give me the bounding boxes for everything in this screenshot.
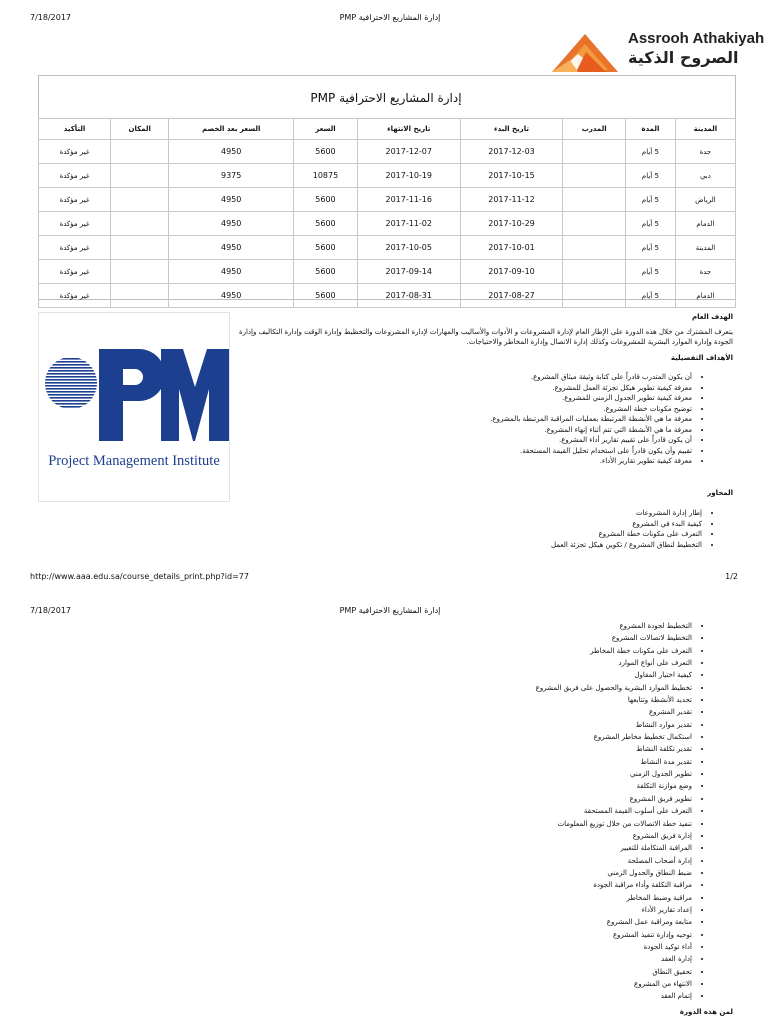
logo-name-ar: الصروح الذكية xyxy=(628,48,739,67)
col-start: تاريخ البدء xyxy=(460,119,563,140)
table-cell: 2017-10-01 xyxy=(460,236,563,260)
pmi-logo-image xyxy=(38,312,230,502)
table-cell: 2017-11-12 xyxy=(460,188,563,212)
col-trainer: المدرب xyxy=(563,119,626,140)
table-row xyxy=(39,284,736,308)
list-item: • كيفية اختيار المقاول xyxy=(536,669,692,681)
table-cell: 2017-12-07 xyxy=(357,140,460,164)
col-location: المكان xyxy=(111,119,169,140)
table-cell: 5600 xyxy=(294,236,358,260)
list-item: • أن يكون المتدرب قادراً على كتابة وثيقة ميثاق المشروع. xyxy=(490,372,692,383)
table-cell: غير مؤكدة xyxy=(39,164,111,188)
table-cell: جدة xyxy=(675,140,735,164)
col-city: المدينة xyxy=(675,119,735,140)
print-date-page2: 7/18/2017 xyxy=(30,606,72,615)
assrooh-logo-icon xyxy=(548,30,622,74)
table-cell: 5600 xyxy=(294,284,358,308)
list-item: • الانتهاء من المشروع xyxy=(536,978,692,990)
table-cell: 4950 xyxy=(169,188,294,212)
table-row xyxy=(39,212,736,236)
table-cell xyxy=(563,260,626,284)
footer-url: http://www.aaa.edu.sa/course_details_print.php?id=77 xyxy=(30,572,249,581)
list-item: • إتمام العقد xyxy=(536,990,692,1002)
table-cell: جدة xyxy=(675,260,735,284)
list-item: • توجيه وإدارة تنفيذ المشروع xyxy=(536,929,692,941)
table-cell: 5 أيام xyxy=(626,260,676,284)
table-cell: 2017-12-03 xyxy=(460,140,563,164)
table-cell xyxy=(563,140,626,164)
table-cell xyxy=(563,284,626,308)
axes-list xyxy=(551,508,716,550)
table-cell: 2017-08-27 xyxy=(460,284,563,308)
list-item: • توضيح مكونات خطة المشروع. xyxy=(490,404,692,415)
table-row xyxy=(39,236,736,260)
table-row xyxy=(39,188,736,212)
table-cell xyxy=(111,212,169,236)
list-item: • تقدير تكلفة النشاط xyxy=(536,743,692,755)
general-goal-heading: الهدف العام xyxy=(692,313,733,321)
list-item: • إدارة أصحاب المصلحة xyxy=(536,855,692,867)
table-cell: غير مؤكدة xyxy=(39,188,111,212)
table-cell xyxy=(563,212,626,236)
table-cell xyxy=(111,284,169,308)
list-item: • وضع موازنة التكلفة xyxy=(536,780,692,792)
table-cell: 2017-08-31 xyxy=(357,284,460,308)
list-item: • معرفة كيفية تطوير الجدول الزمني للمشروع. xyxy=(490,393,692,404)
list-item: • تقدير المشروع xyxy=(536,706,692,718)
list-item: • تخطيط الموارد البشرية والحصول على فريق المشروع xyxy=(536,682,692,694)
list-item: • تحقيق النطاق xyxy=(536,966,692,978)
table-cell: 9375 xyxy=(169,164,294,188)
col-duration: المدة xyxy=(626,119,676,140)
footer-page-number: 1/2 xyxy=(725,572,738,581)
list-item: • معرفة ما هي الأنشطة المرتبطة بعمليات المراقبة المرتبطة بالمشروع. xyxy=(490,414,692,425)
table-cell: 2017-10-19 xyxy=(357,164,460,188)
table-header-row xyxy=(39,119,736,140)
table-cell xyxy=(111,236,169,260)
table-cell: غير مؤكدة xyxy=(39,284,111,308)
table-cell xyxy=(563,164,626,188)
list-item: • مراقبة وضبط المخاطر xyxy=(536,892,692,904)
table-cell: 2017-10-15 xyxy=(460,164,563,188)
detailed-goals-heading: الأهداف التفصيلية xyxy=(670,354,733,362)
table-cell xyxy=(563,236,626,260)
table-cell: 2017-11-16 xyxy=(357,188,460,212)
list-item: • التعرف على أنواع الموارد xyxy=(536,657,692,669)
table-cell xyxy=(111,188,169,212)
list-item: • إدارة العقد xyxy=(536,953,692,965)
list-item: • تحديد الأنشطة وتتابعها xyxy=(536,694,692,706)
table-cell: الدمام xyxy=(675,212,735,236)
list-item: • المراقبة المتكاملة للتغيير xyxy=(536,842,692,854)
table-cell xyxy=(111,164,169,188)
print-title-page2: PMP إدارة المشاريع الاحترافية xyxy=(339,606,441,615)
audience-heading: لمن هذه الدورة xyxy=(679,1008,733,1016)
table-cell: 2017-09-14 xyxy=(357,260,460,284)
print-title: PMP إدارة المشاريع الاحترافية xyxy=(339,13,441,22)
table-cell xyxy=(111,140,169,164)
table-cell: 2017-11-02 xyxy=(357,212,460,236)
detailed-goals-list xyxy=(490,372,706,467)
list-item: • التعرف على أسلوب القيمة المستحقة xyxy=(536,805,692,817)
table-cell xyxy=(111,260,169,284)
table-cell: غير مؤكدة xyxy=(39,212,111,236)
list-item: • تطوير فريق المشروع xyxy=(536,793,692,805)
list-item: • تطوير الجدول الزمني xyxy=(536,768,692,780)
col-confirmation: التأكيد xyxy=(39,119,111,140)
table-cell: 4950 xyxy=(169,236,294,260)
col-price: السعر xyxy=(294,119,358,140)
list-item: • استكمال تخطيط مخاطر المشروع xyxy=(536,731,692,743)
table-cell: 5 أيام xyxy=(626,284,676,308)
table-cell: المدينة xyxy=(675,236,735,260)
table-cell: 5 أيام xyxy=(626,236,676,260)
page2-axes-list xyxy=(536,620,706,1003)
table-cell xyxy=(563,188,626,212)
list-item: • متابعة ومراقبة عمل المشروع xyxy=(536,916,692,928)
table-cell: دبي xyxy=(675,164,735,188)
list-item: • أداء توكيد الجودة xyxy=(536,941,692,953)
list-item: • ضبط النطاق والجدول الزمني xyxy=(536,867,692,879)
list-item: • تنفيذ خطة الاتصالات من خلال توزيع المعلومات xyxy=(536,818,692,830)
list-item: • إطار إدارة المشروعات xyxy=(551,508,702,519)
table-cell: غير مؤكدة xyxy=(39,260,111,284)
table-cell: 2017-09-10 xyxy=(460,260,563,284)
course-schedule-table xyxy=(38,118,736,308)
axes-heading: المحاور xyxy=(707,489,733,497)
table-row xyxy=(39,260,736,284)
table-cell: 5600 xyxy=(294,212,358,236)
course-table-title: إدارة المشاريع الاحترافية PMP xyxy=(310,91,462,105)
col-discount-price: السعر بعد الخصم xyxy=(169,119,294,140)
print-date: 7/18/2017 xyxy=(30,13,72,22)
table-cell: الدمام xyxy=(675,284,735,308)
table-cell: 5 أيام xyxy=(626,140,676,164)
table-cell: الرياض xyxy=(675,188,735,212)
pmi-caption: Project Management Institute xyxy=(48,453,220,469)
list-item: • تقدير موارد النشاط xyxy=(536,719,692,731)
table-cell: 5 أيام xyxy=(626,164,676,188)
table-cell: 5 أيام xyxy=(626,188,676,212)
list-item: • أن يكون قادراً على تقييم تقارير أداء المشروع. xyxy=(490,435,692,446)
list-item: • تقدير مدة النشاط xyxy=(536,756,692,768)
table-cell: 2017-10-05 xyxy=(357,236,460,260)
table-row xyxy=(39,164,736,188)
table-cell: 5600 xyxy=(294,260,358,284)
table-cell: 5600 xyxy=(294,140,358,164)
table-row xyxy=(39,140,736,164)
list-item: • معرفة كيفية تطوير هيكل تجزئة العمل للمشروع. xyxy=(490,383,692,394)
list-item: • كيفية البدء في المشروع xyxy=(551,519,702,530)
general-goal-text: يتعرف المشترك من خلال هذه الدورة على الإطار العام لإدارة المشروعات و الأدوات والأساليب والمهارات لإدارة المشروعات والتخطيط وإدارة الوقت وإدارة التكاليف وإدارة الجودة وإدارة الموارد البشرية للمشروعات وكذلك إدارة الاتصال وإدارة المخاطر والاحتياجات. xyxy=(238,328,733,346)
list-item: • التخطيط لجودة المشروع xyxy=(536,620,692,632)
logo-name-en: Assrooh Athakiyah xyxy=(628,30,765,47)
table-cell: 2017-10-29 xyxy=(460,212,563,236)
list-item: • معرفة ما هي الأنشطة التي تتم أثناء إنهاء المشروع. xyxy=(490,425,692,436)
list-item: • مراقبة التكلفة وأداء مراقبة الجودة xyxy=(536,879,692,891)
list-item: • التخطيط لاتصالات المشروع xyxy=(536,632,692,644)
list-item: • معرفة كيفية تطوير تقارير الأداء. xyxy=(490,456,692,467)
table-cell: 4950 xyxy=(169,140,294,164)
list-item: • إدارة فريق المشروع xyxy=(536,830,692,842)
list-item: • التعرف على مكونات خطة المشروع xyxy=(551,529,702,540)
list-item: • التعرف على مكونات خطة المخاطر xyxy=(536,645,692,657)
table-cell: 4950 xyxy=(169,284,294,308)
col-end: تاريخ الانتهاء xyxy=(357,119,460,140)
table-cell: 10875 xyxy=(294,164,358,188)
table-cell: 5 أيام xyxy=(626,212,676,236)
table-cell: 4950 xyxy=(169,260,294,284)
list-item: • إعداد تقارير الأداء xyxy=(536,904,692,916)
list-item: • التخطيط لنطاق المشروع / تكوين هيكل تجزئة العمل xyxy=(551,540,702,551)
table-cell: 4950 xyxy=(169,212,294,236)
table-cell: غير مؤكدة xyxy=(39,236,111,260)
table-cell: غير مؤكدة xyxy=(39,140,111,164)
table-cell: 5600 xyxy=(294,188,358,212)
list-item: • تقييم وأن يكون قادراً على استخدام تحليل القيمة المستحقة. xyxy=(490,446,692,457)
